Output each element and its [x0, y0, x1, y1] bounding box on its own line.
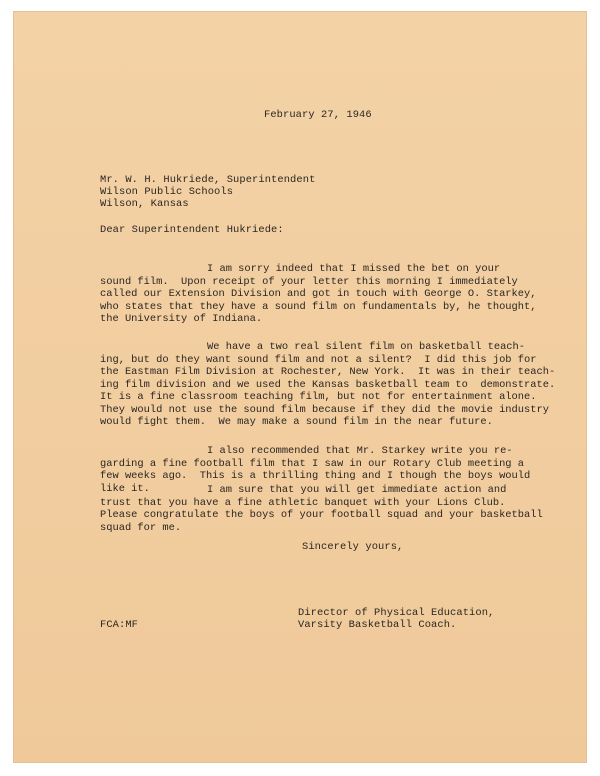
- paragraph-line: We have a two real silent film on basketball teach-: [207, 341, 526, 353]
- paragraph-line: ing film division and we used the Kansas basketball team to demonstrate.: [100, 378, 556, 391]
- paragraph-line: I am sure that you will get immediate action and: [207, 484, 507, 496]
- paragraph-line: They would not use the sound film because if they did the movie industry: [100, 403, 549, 416]
- signature-subtitle: Varsity Basketball Coach.: [298, 619, 457, 631]
- closing: Sincerely yours,: [302, 541, 404, 553]
- paragraph-line: Please congratulate the boys of your football squad and your basketball: [100, 509, 543, 521]
- paragraph-line: It is a fine classroom teaching film, but not for entertainment alone.: [100, 391, 537, 403]
- paragraph-line: sound film. Upon receipt of your letter this morning I immediately: [100, 275, 518, 288]
- paragraph-line: I also recommended that Mr. Starkey write you re-: [207, 445, 513, 457]
- paragraph-2: [100, 341, 555, 429]
- addressee-organization: Wilson Public Schools: [100, 186, 234, 198]
- addressee-location: Wilson, Kansas: [100, 198, 189, 210]
- paragraph-line: called our Extension Division and got in touch with George O. Starkey,: [100, 288, 537, 300]
- paragraph-line: the University of Indiana.: [100, 313, 263, 325]
- paragraph-line: ing, but do they want sound film and not a silent? I did this job for: [100, 353, 537, 366]
- paragraph-line: I am sorry indeed that I missed the bet on your: [207, 263, 501, 275]
- addressee-name: Mr. W. H. Hukriede, Superintendent: [100, 174, 316, 186]
- paragraph-line: would fight them. We may make a sound film in the near future.: [100, 416, 493, 428]
- paragraph-line: trust that you have a fine athletic banquet with your Lions Club.: [100, 496, 506, 509]
- paragraph-line: who states that they have a sound film on fundamentals by, he thought,: [100, 300, 537, 313]
- paragraph-line: garding a fine football film that I saw in our Rotary Club meeting a: [100, 457, 525, 470]
- paragraph-line: like it.: [100, 482, 150, 495]
- paragraph-1: [100, 263, 536, 326]
- paragraph-line: squad for me.: [100, 521, 182, 534]
- signature-title: Director of Physical Education,: [298, 607, 495, 619]
- typist-initials: FCA:MF: [100, 619, 139, 631]
- paragraph-line: few weeks ago. This is a thrilling thing and I though the boys would: [100, 470, 531, 482]
- salutation: Dear Superintendent Hukriede:: [100, 224, 284, 236]
- paragraph-line: the Eastman Film Division at Rochester, New York. It was in their teach-: [100, 366, 556, 378]
- letter-date: February 27, 1946: [264, 109, 372, 121]
- paragraph-4: [100, 484, 543, 534]
